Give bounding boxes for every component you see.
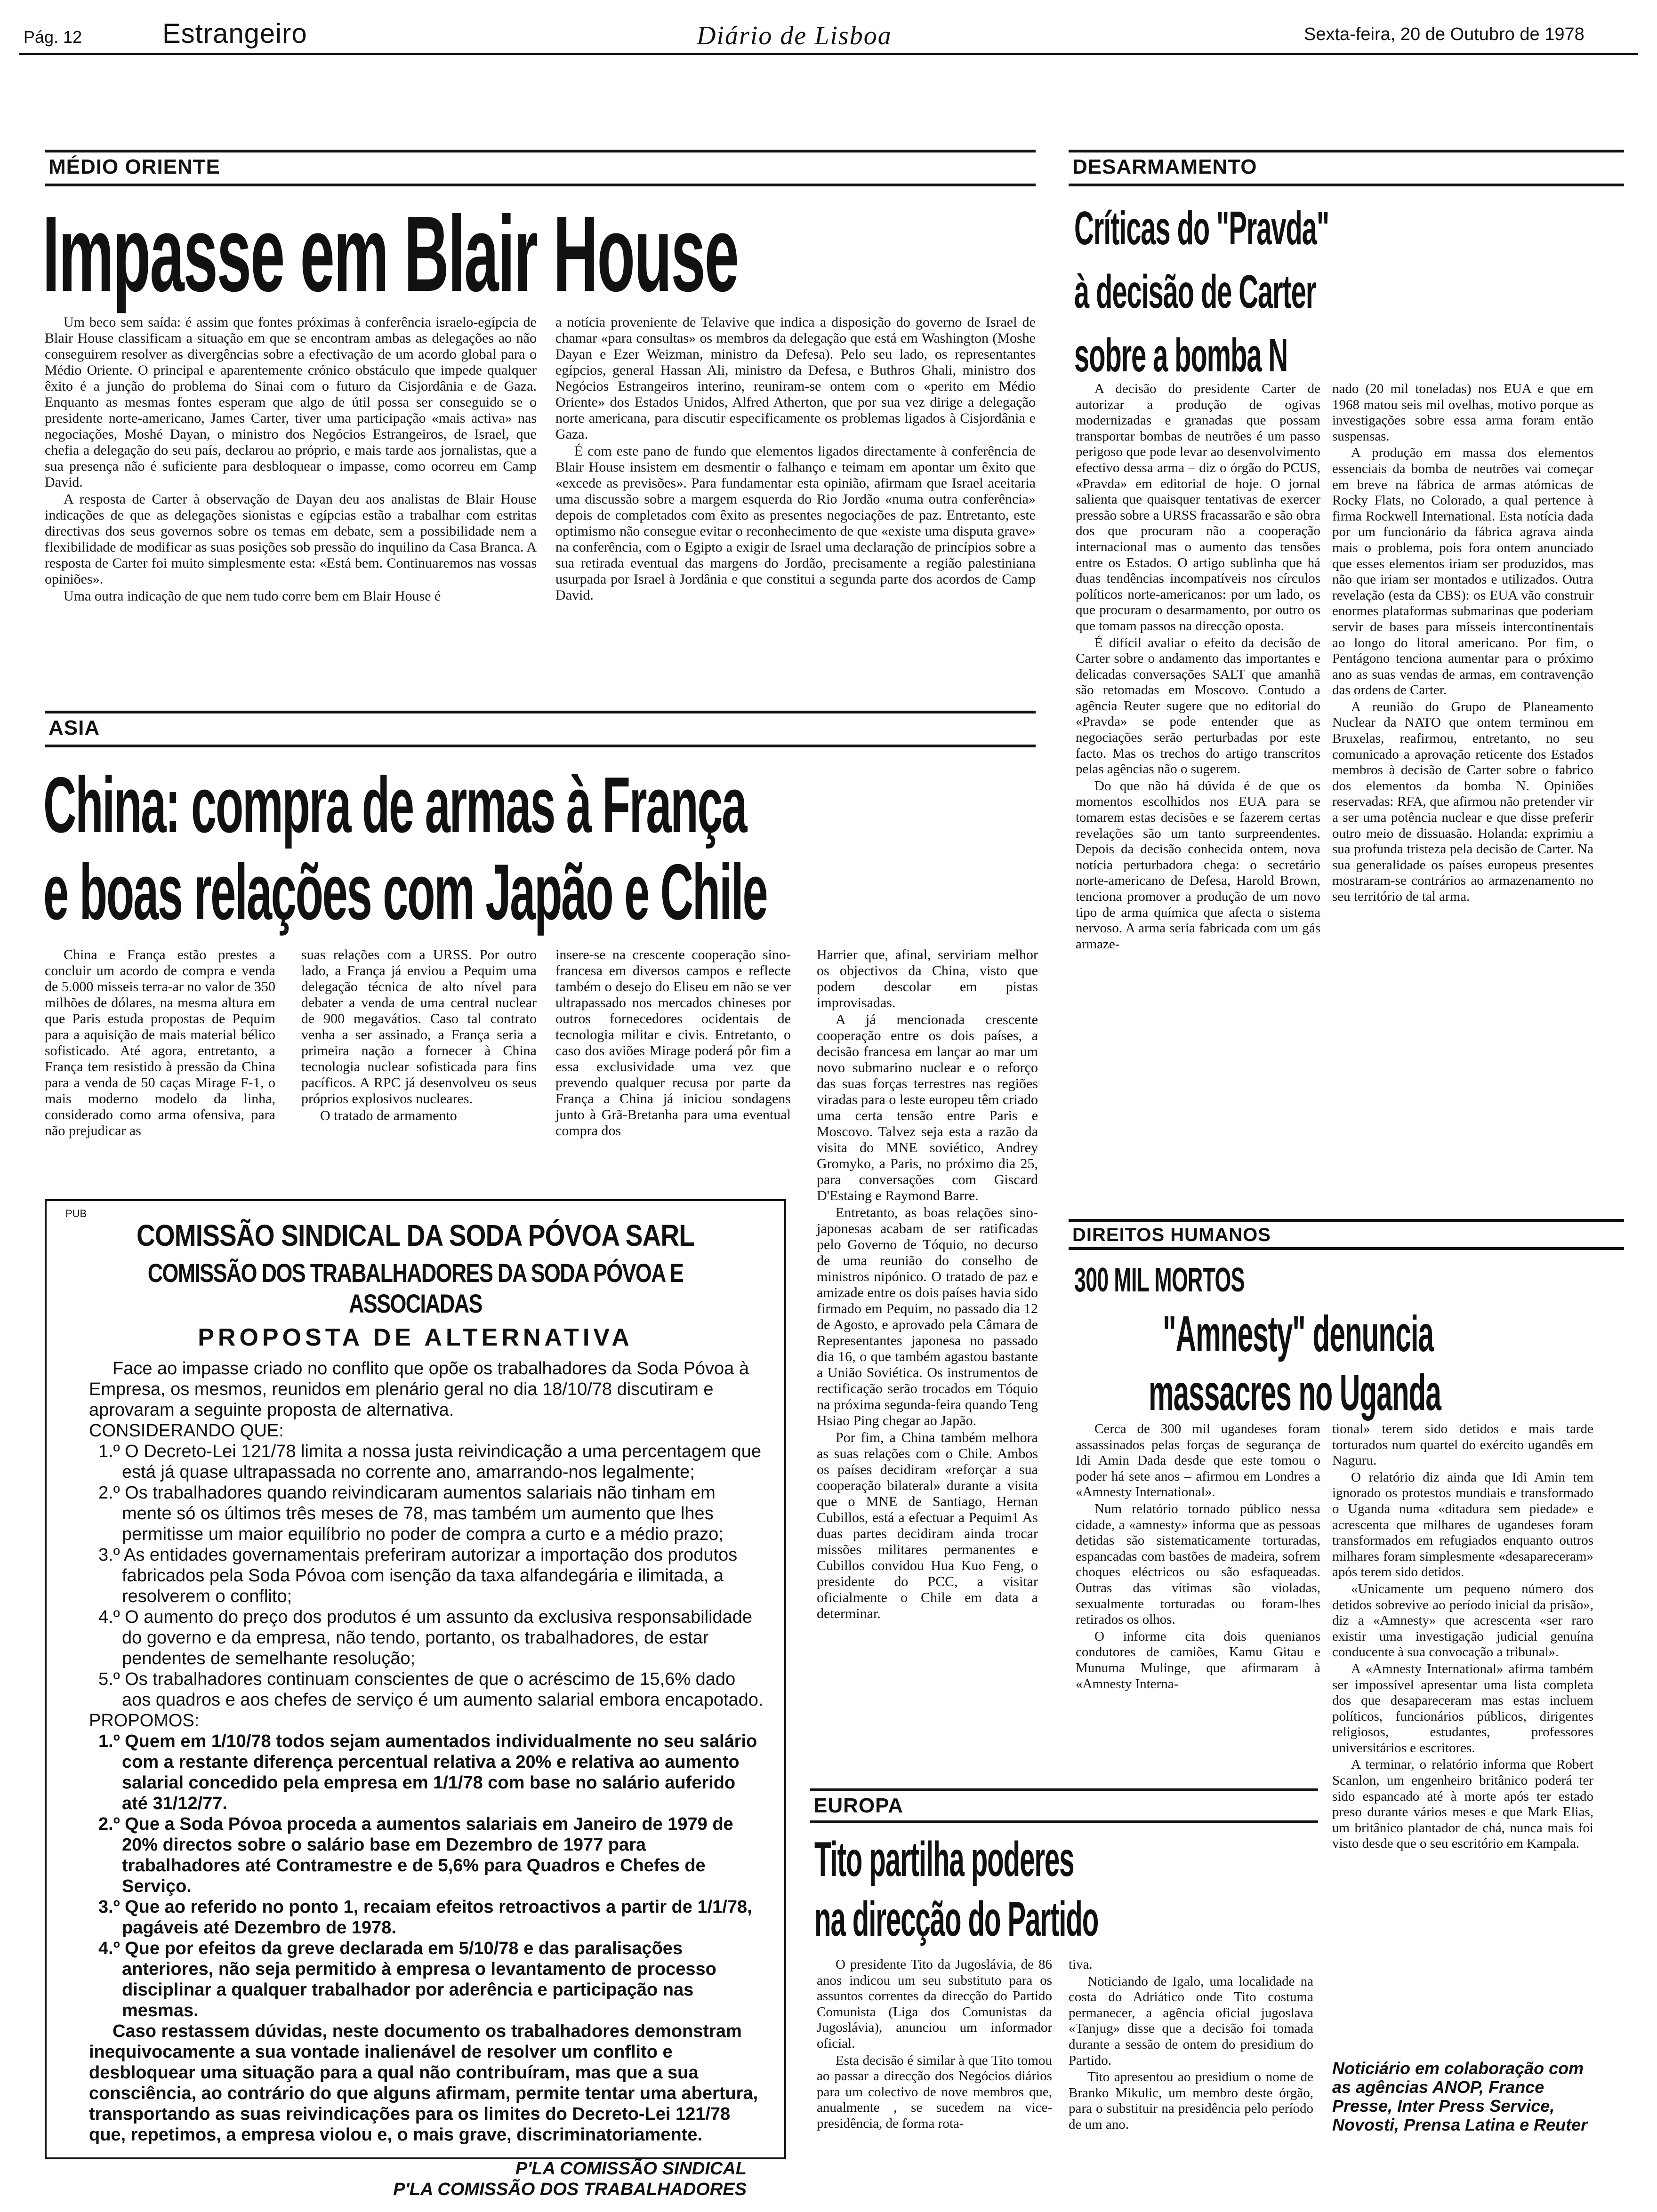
ad-considerando-item: 5.º Os trabalhadores continuam conscientes de que o acréscimo de 15,6% dado aos quadros e aos chefes de serviço é um aumento salarial embora encapotado. [98, 1669, 764, 1710]
paragraph: Harrier que, afinal, serviriam melhor os objectivos da China, visto que podem descolar em pistas improvisadas. [817, 947, 1038, 1010]
ad-considerando-item: 3.º As entidades governamentais preferiram autorizar a importação dos produtos fabricados pela Soda Póvoa com isenção da taxa alfandegária e ilimitada, a resolverem o conflito; [98, 1545, 738, 1606]
paragraph: O relatório diz ainda que Idi Amin tem ignorado os protestos mundiais e transformado o Uganda numa «ditadura sem piedade» e acrescenta que milhares de ugandeses foram transformados em refugiados enquanto outros milhares foram simplesmente «desapareceram» após terem sido detidos. [1332, 1469, 1593, 1580]
paragraph: nado (20 mil toneladas) nos EUA e que em 1968 matou seis mil ovelhas, motivo porque as investigações sobre essa arma foram então suspensas. [1332, 381, 1593, 444]
paragraph: China e França estão prestes a concluir um acordo de compra e venda de 5.000 misseis terra-ar no valor de 350 milhões de dólares, na mesma altura em que Paris estuda propostas de Pequim para a aquisição de mais material bélico sofisticado. Até agora, entretanto, a França tem resistido à pressão da China para a venda de 50 caças Mirage F-1, o mais moderno modelo da linha, considerado como arma ofensiva, para não prejudicar as [45, 947, 275, 1138]
article-direitos-col2 [1332, 1421, 1593, 1853]
article-asia-col3 [555, 947, 791, 1140]
paragraph: A decisão do presidente Carter de autorizar a produção de ogivas modernizadas e granadas que possam transportar bombas de neutrões é um passo perigoso que pode levar ao desenvolvimento efectivo dessa arma – diz o órgão do PCUS, «Pravda» em editorial de hoje. O jornal salienta que quaisquer tentativas de exercer pressão sobre a URSS fracassarão e são obra dos que procuram não a cooperação internacional mas o aumento das tensões entre os Estados. O artigo sublinha que há duas tendências incompatíveis nos círculos políticos norte-americanos: por um lado, os que procuram o desarmamento, por outro os que tomam passos na direcção oposta. [1076, 381, 1320, 633]
paragraph: O tratado de armamento [320, 1108, 457, 1123]
paragraph: É com este pano de fundo que elementos ligados directamente à conferência de Blair House insistem em desmentir o falhanço e teimam em apontar um êxito que «excede as previsões». Para fundamentar esta opinião, afirmam que Israel aceitaria uma discussão sobre a margem esquerda do Rio Jordão «numa outra conferência» depois de completados com êxito as presentes negociações de paz. Entretanto, este optimismo não consegue evitar o reconhecimento de que «existe uma disputa grave» na conferência, com o Egipto a exigir de Israel uma declaração de princípios sobre a sua retirada eventual das margens do Jordão, precisamente a região palestiniana usurpada por Israel à Jordânia e que constitui a segunda parte dos acordos de Camp David. [555, 443, 1036, 603]
headline-amnesty-1: "Amnesty" denuncia [1163, 1305, 1433, 1362]
ad-title-1: COMISSÃO SINDICAL DA SODA PÓVOA SARL [136, 1218, 695, 1252]
section-bar-europa: EUROPA [810, 1788, 1318, 1823]
paragraph: É difícil avaliar o efeito da decisão de Carter sobre o andamento das importantes e delicadas conversações SALT que amanhã são retomadas em Moscovo. Contudo a agência Reuter sugere que no editorial do «Pravda» se pode entender que as negociações serão perturbadas por este facto. Mas os trechos do artigo transcritos pelas agências não o sugerem. [1076, 635, 1320, 777]
paragraph: a notícia proveniente de Telavive que indica a disposição do governo de Israel de chamar «para consultas» os membros da delegação que está em Washington (Moshe Dayan e Ezer Weizman, ministro da Defesa). Pelo seu lado, os representantes egípcios, general Hassan Ali, ministro da Defesa, e Buthros Ghali, ministro dos Negócios Estrangeiros interino, reuniram-se ontem com o «perito em Médio Oriente» dos Estados Unidos, Alfred Atherton, que por sua vez dirige a delegação norte americana, para discutir especificamente os problemas ligados à Cisjordânia e Gaza. [555, 314, 1036, 442]
ad-considerando-item: 1.º O Decreto-Lei 121/78 limita a nossa justa reivindicação a uma percentagem que está já quase ultrapassada no corrente ano, amarrando-nos legalmente; [98, 1442, 761, 1482]
headline-tito-1: Tito partilha poderes [814, 1832, 1074, 1887]
article-desarmamento-col1 [1076, 381, 1320, 953]
ad-considerando-item: 2.º Os trabalhadores quando reivindicaram aumentos salariais não tinham em mente só os últimos três meses de 78, mas também um aumento que lhes permitisse um maior equilíbrio no poder de compra a curto e a médio prazo; [98, 1483, 724, 1544]
ad-closing: Caso restassem dúvidas, neste documento os trabalhadores demonstram inequivocamente a sua vontade inalienável de resolver um conflito e desbloquear uma situação para a qual não contribuíram, mas que a sua consciência, ao contrário do que alguns afirmam, permite tentar uma abertura, transportando as suas reivindicações para os limites do Decreto-Lei 121/78 que, repetimos, a empresa violou e, o mais grave, discriminatoriamente. [89, 2021, 758, 2145]
headline-tito-2: na direcção do Partido [814, 1892, 1099, 1947]
paragraph: Num relatório tornado público nessa cidade, a «amnesty» informa que as pessoas detidas são sistematicamente torturadas, espancadas com bastões de madeira, sofrem choques eléctricos ou são esfaqueadas. Outras das vítimas são violadas, sexualmente torturadas ou foram-lhes retirados os olhos. [1076, 1501, 1320, 1627]
paragraph: A produção em massa dos elementos essenciais da bomba de neutrões vai começar em breve na fábrica de armas atómicas de Rocky Flats, no Colorado, a qual pertence à firma Rockwell International. Esta notícia dada por um funcionário da fábrica agrava ainda mais o problema, pois fora ontem anunciado que esses elementos iriam ser produzidos, mas não que iriam ser montados e utilizados. Outra revelação (esta da CBS): os EUA vão construir enormes plataformas submarinas que poderiam servir de bases para mísseis intercontinentais ao longo do litoral americano. Por fim, o Pentágono tenciona aumentar para o próximo ano as suas vendas de armas, em contravenção das ordens de Carter. [1332, 445, 1593, 698]
headline-china-2: e boas relações com Japão e Chile [43, 848, 767, 936]
paragraph: A terminar, o relatório informa que Robert Scanlon, um engenheiro britânico poderá ter sido espancado até à morte após ter estado preso durante vários meses e que Mark Elias, um britânico plantador de chá, nunca mais foi visto desde que o seu escritório em Kampala. [1332, 1757, 1593, 1851]
paragraph: Esta decisão é similar à que Tito tomou ao passar a direcção dos Negócios diários para um colectivo de nove membros que, anualmente , se sucedem na vice-presidência, de forma rota- [817, 2052, 1052, 2131]
article-europa-col2 [1069, 1957, 1313, 2134]
paragraph: suas relações com a URSS. Por outro lado, a França já enviou a Pequim uma delegação técnica de alto nível para debater a venda de uma central nuclear de 900 megavátios. Caso tal contrato venha a ser assinado, a França seria a primeira nação a fornecer à China tecnologia nuclear sofisticada para fins pacíficos. A RPC já desenvolveu os seus próprios explosivos nucleares. [301, 947, 537, 1106]
paragraph: Do que não há dúvida é de que os momentos escolhidos nos EUA para se tomarem estas decisões e se fazerem certas revelações são um tanto surpreendentes. Depois da decisão conhecida ontem, nova notícia perturbadora chega: o secretário norte-americano de Defesa, Harold Brown, tenciona promover a produção de um novo tipo de arma química que afecta o sistema nervoso. A arma seria fabricada com um gás armaze- [1076, 778, 1320, 952]
paragraph: A reunião do Grupo de Planeamento Nuclear da NATO que ontem terminou em Bruxelas, reafirmou, entretanto, no seu comunicado a aprovação reticente dos Estados membros à decisão de Carter sobre o fabrico dos elementos da bomba N. Opiniões reservadas: RFA, que afirmou não pretender vir a ser uma potência nuclear e que disse preferir outro meio de dissuasão. Holanda: exprimiu a sua profunda tristeza pela decisão de Carter. Na sua generalidade os países europeus presentes mostraram-se contrários ao armazenamento no seu território de tal arma. [1332, 699, 1593, 904]
ad-propomos-item: 2.º Que a Soda Póvoa proceda a aumentos salariais em Janeiro de 1979 de 20% directos sobre o salário base em Dezembro de 1977 para trabalhadores até Contramestre e de 5,6% para Quadros e Chefes de Serviço. [98, 1814, 733, 1896]
ad-propomos-label: PROPOMOS: [89, 1711, 200, 1731]
agency-credit: Noticiário em colaboração com as agências ANOP, France Presse, Inter Press Service, Novosti, Prensa Latina e Reuter [1332, 2059, 1588, 2134]
article-direitos-col1 [1076, 1421, 1320, 1693]
headline-pravda-2: à decisão de Carter [1074, 265, 1316, 318]
section-bar-medio-oriente: MÉDIO ORIENTE [45, 150, 1036, 186]
ad-signature-1: P'LA COMISSÃO SINDICAL [515, 2159, 747, 2179]
ad-body [47, 1358, 784, 2145]
paragraph: «Unicamente um pequeno número dos detidos sobrevive ao período inicial da prisão», diz a «Amnesty» que acrescenta «ser raro existir uma investigação judicial genuína conducente à sua convocação a tribunal». [1332, 1581, 1593, 1660]
headline-pravda-3: sobre a bomba N [1074, 329, 1288, 382]
section-bar-desarmamento: DESARMAMENTO [1069, 150, 1624, 186]
paragraph: insere-se na crescente cooperação sino-francesa em diversos campos e reflecte também o desejo do Eliseu em não se ver ultrapassado nos mercados chineses por outros fornecedores ocidentais de tecnologia militar e civis. Entretanto, o caso dos aviões Mirage poderá pôr fim a essa exclusividade uma vez que prevendo qualquer recusa por parte da França a China já iniciou sondagens junto à Grã-Bretanha para uma eventual compra dos [555, 947, 791, 1138]
paragraph: tiva. [1069, 1957, 1093, 1972]
paragraph: A resposta de Carter à observação de Dayan deu aos analistas de Blair House indicações de que as delegações sionistas e egípcias estão a trabalhar com estritas directivas dos seus governos sobre os temas em debate, sem a possibilidade nem a flexibilidade de modificar as suas posições sob pressão do inquilino da Casa Branca. A resposta de Carter foi muito simplesmente esta: «Está bem. Continuaremos nas vossas opiniões». [45, 491, 537, 587]
paragraph: O presidente Tito da Jugoslávia, de 86 anos indicou um seu substituto para os assuntos correntes da direcção do Partido Comunista (Liga dos Comunistas da Jugoslávia), anunciou um informador oficial. [817, 1957, 1052, 2051]
headline-china-1: China: compra de armas à França [43, 761, 747, 849]
ad-propomos-item: 1.º Quem em 1/10/78 todos sejam aumentados individualmente no seu salário com a restante diferença percentual relativa a 20% e relativa ao aumento salarial concedido pela empresa em 1/1/78 com base no salário auferido até 31/12/77. [98, 1731, 757, 1813]
issue-date: Sexta-feira, 20 de Outubro de 1978 [1304, 24, 1585, 44]
article-medio-oriente-col1 [45, 314, 537, 605]
paragraph: Noticiando de Igalo, uma localidade na costa do Adriático onde Tito costuma permanecer, a agência oficial jugoslava «Tanjug» disse que a decisão foi tomada durante a sessão de ontem do presidium do Partido. [1069, 1973, 1313, 2068]
article-europa-col1 [817, 1957, 1052, 2133]
paragraph: Tito apresentou ao presidium o nome de Branko Mikulic, um membro deste órgão, para o substituir na presidência pelo período de um ano. [1069, 2069, 1313, 2132]
paragraph: O informe cita dois quenianos condutores de camiões, Kamu Gitau e Munuma Mulinge, que afirmaram à «Amnesty Interna- [1076, 1628, 1320, 1691]
article-asia-col4 [817, 947, 1038, 1623]
headline-pravda-1: Críticas do "Pravda" [1074, 202, 1329, 255]
paragraph: tional» terem sido detidos e mais tarde torturados num quartel do exército ugandês em Naguru. [1332, 1421, 1593, 1468]
ad-considerando-item: 4.º O aumento do preço dos produtos é um assunto da exclusiva responsabilidade do governo e da empresa, não tendo, portanto, os trabalhadores, de estar pendentes de semelhante resolução; [98, 1607, 753, 1668]
paragraph: Entretanto, as boas relações sino-japonesas acabam de ser ratificadas pelo Governo de Tóquio, no decurso de uma reunião do conselho de ministros nipónico. O tratado de paz e amizade entre os dois países havia sido firmado em Pequim, no passado dia 12 de Agosto, e aprovado pela Câmara de Representantes japonesa no passado dia 16, o que também agastou bastante a União Soviética. Os instrumentos de rectificação serão trocados em Tóquio na próxima segunda-feira quando Teng Hsiao Ping chegar ao Japão. [817, 1205, 1038, 1428]
section-bar-asia: ASIA [45, 711, 1036, 747]
ad-intro: Face ao impasse criado no conflito que opõe os trabalhadores da Soda Póvoa à Empresa, os mesmos, reunidos em plenário geral no dia 18/10/78 discutiram e aprovaram a seguinte proposta de alternativa. [89, 1359, 749, 1420]
ad-title-2: COMISSÃO DOS TRABALHADORES DA SODA PÓVOA E ASSOCIADAS [147, 1258, 684, 1318]
ad-signature-2: P'LA COMISSÃO DOS TRABALHADORES [393, 2180, 747, 2199]
paragraph: A «Amnesty International» afirma também ser impossível apresentar uma lista completa dos que desapareceram mas estas incluem políticos, funcionários públicos, dirigentes religiosos, estudantes, professores universitários e escritores. [1332, 1661, 1593, 1755]
ad-tag: PUB [65, 1208, 87, 1219]
article-asia-col2 [301, 947, 537, 1125]
ad-propomos-item: 4.º Que por efeitos da greve declarada em 5/10/78 e das paralisações anteriores, não seja permitido à empresa o levantamento de processo disciplinar a qualquer trabalhador por aderência e participação nas mesmas. [98, 1939, 716, 2020]
direitos-kicker: 300 MIL MORTOS [1074, 1261, 1245, 1299]
paragraph: Uma outra indicação de que nem tudo corre bem em Blair House é [64, 588, 441, 604]
masthead: Diário de Lisboa [697, 21, 892, 50]
article-desarmamento-col2 [1332, 381, 1593, 906]
headline-blair-house: Impasse em Blair House [42, 194, 738, 314]
ad-propomos-item: 3.º Que ao referido no ponto 1, recaiam efeitos retroactivos a partir de 1/1/78, pagáveis até Dezembro de 1978. [98, 1897, 752, 1938]
article-asia-col1 [45, 947, 275, 1140]
section-bar-direitos-humanos: DIREITOS HUMANOS [1069, 1219, 1624, 1250]
advertisement-soda-povoa [45, 1199, 786, 2199]
ad-considerando-label: CONSIDERANDO QUE: [89, 1421, 284, 1441]
page-number: Pág. 12 [24, 27, 82, 47]
ad-title-3: PROPOSTA DE ALTERNATIVA [198, 1324, 633, 1351]
section-name: Estrangeiro [162, 18, 307, 49]
headline-amnesty-2: massacres no Uganda [1149, 1364, 1441, 1421]
header-rule [19, 53, 1638, 55]
paragraph: Cerca de 300 mil ugandeses foram assassinados pelas forças de segurança de Idi Amin Dada desde que este tomou o poder há sete anos – afirmou em Londres a «Amnesty International». [1076, 1421, 1320, 1500]
paragraph: A já mencionada crescente cooperação entre os dois países, a decisão francesa em lançar ao mar um novo submarino nuclear e o reforço das suas forças terrestres nas regiões viradas para o leste europeu têm criado uma certa tensão entre Paris e Moscovo. Talvez seja esta a razão da visita do MNE soviético, Andrey Gromyko, a Paris, no próximo dia 25, para conversações com Giscard D'Estaing e Raymond Barre. [817, 1012, 1038, 1203]
paragraph: Um beco sem saída: é assim que fontes próximas à conferência israelo-egípcia de Blair House classificam a situação em que se encontram ambas as delegações ao não conseguirem resolver as divergências sobre a efectivação de um acordo global para o Médio Oriente. O principal e aparentemente crónico obstáculo que impede qualquer êxito é a junção do problema do Sinai com o futuro da Cisjordânia e de Gaza. Enquanto as mesmas fontes esperam que algo de útil possa ser conseguido se o presidente norte-americano, James Carter, tiver uma participação «mais activa» nas negociações, Moshé Dayan, o ministro dos Negócios Estrangeiros, de Israel, que chefia a delegação do seu país, declarou ao próprio, e mais tarde aos jornalistas, que a sua presença não é suficiente para desbloquear o impasse, como ocorreu em Camp David. [45, 314, 537, 490]
paragraph: Por fim, a China também melhora as suas relações com o Chile. Ambos os países decidiram «reforçar a sua cooperação bilateral» durante a visita que o MNE de Santiago, Hernan Cubillos, está a efectuar a Pequim1 As duas partes decidiram ainda trocar missões militares permanentes e Cubillos convidou Hua Kuo Feng, o presidente do PCC, a visitar oficialmente o Chile em data a determinar. [817, 1430, 1038, 1621]
article-medio-oriente-col2 [555, 314, 1036, 604]
